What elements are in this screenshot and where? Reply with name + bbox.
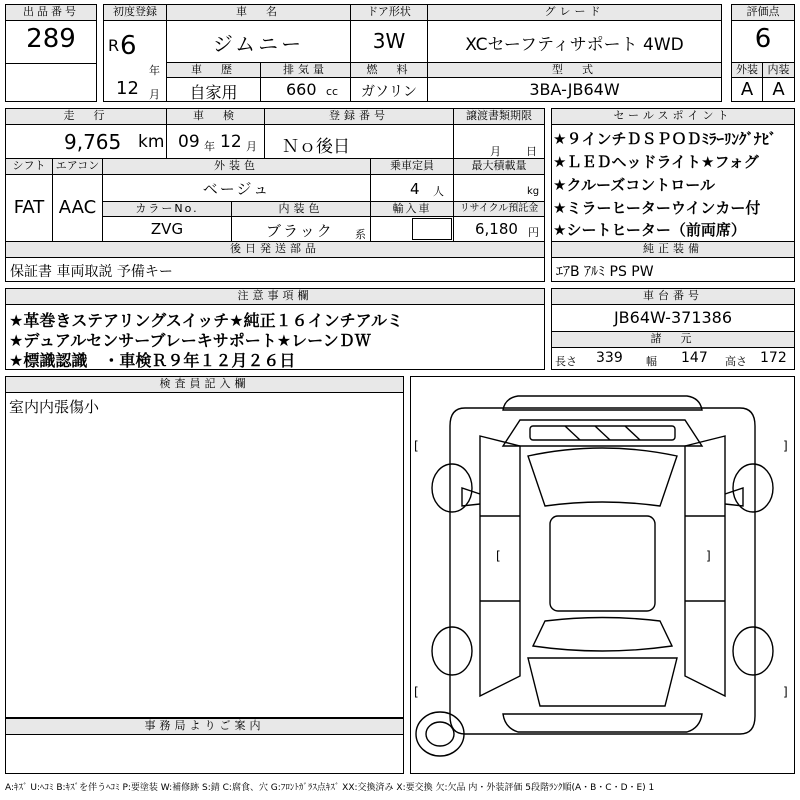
sales-label: セールスポイント bbox=[551, 108, 795, 125]
fuel: ガソリン bbox=[361, 84, 417, 100]
mileage-unit: km bbox=[138, 132, 165, 152]
mileage-label: 走 行 bbox=[5, 108, 167, 125]
svg-text:[: [ bbox=[414, 439, 419, 453]
note-line: ★革巻きステアリングスイッチ★純正１６インチアルミ bbox=[9, 311, 403, 330]
fuel-label: 燃 料 bbox=[350, 62, 428, 78]
length-label: 長さ bbox=[555, 355, 577, 368]
recycle: 6,180 bbox=[475, 220, 518, 238]
rear-window bbox=[533, 618, 672, 652]
wheel-rear-right bbox=[733, 627, 773, 675]
transfer-month: 月 bbox=[490, 145, 501, 158]
first-reg-label: 初度登録 bbox=[103, 4, 167, 21]
note-line: ★デュアルセンサーブレーキサポート★レーンＤＷ bbox=[9, 331, 371, 350]
windshield bbox=[528, 448, 677, 506]
grade-label: グレード bbox=[427, 4, 722, 21]
sales-item: ★クルーズコントロール bbox=[553, 176, 715, 194]
import-inner-box bbox=[412, 218, 452, 240]
width-label: 幅 bbox=[646, 355, 657, 368]
shift-label: シフト bbox=[5, 158, 53, 175]
ac: AAC bbox=[58, 197, 97, 218]
lot-blank bbox=[5, 63, 97, 102]
svg-text:]: ] bbox=[783, 685, 788, 699]
rear-bumper bbox=[503, 714, 702, 732]
car-name: ジムニー bbox=[212, 32, 305, 56]
regno-label: 登録番号 bbox=[264, 108, 454, 125]
sales-item: ★ＬＥＤヘッドライト★フォグ bbox=[553, 153, 759, 171]
wheel-rear-left bbox=[432, 627, 472, 675]
door-type: 3W bbox=[372, 29, 406, 53]
lot-number: 289 bbox=[26, 24, 76, 54]
inspector-text: 室内内張傷小 bbox=[9, 398, 100, 416]
legend: A:ｷｽﾞ U:ﾍｺﾐ B:ｷｽﾞを伴うﾍｺﾐ P:要塗装 W:補修跡 S:錆 C:腐食、穴 G:ﾌﾛﾝﾄｶﾞﾗｽ点ｷｽﾞ XX:交換済み X:要交換 欠:欠品 内・外装評価 5段階ﾗﾝｸ順(A・B・C・D・E) 1 bbox=[5, 783, 655, 793]
shift: FAT bbox=[13, 197, 45, 218]
exterior-grade: A bbox=[740, 79, 754, 100]
recycle-label: リサイクル預託金 bbox=[453, 201, 545, 217]
ext-color-label: 外装色 bbox=[102, 158, 371, 175]
history: 自家用 bbox=[189, 83, 238, 102]
svg-text:[: [ bbox=[496, 549, 501, 563]
rear-gate bbox=[528, 658, 677, 706]
roof bbox=[550, 516, 655, 611]
chassis-number: JB64W-371386 bbox=[613, 308, 733, 327]
displacement: 660 bbox=[286, 80, 317, 99]
lot-label: 出品番号 bbox=[5, 4, 97, 21]
color-no: ZVG bbox=[150, 220, 184, 238]
height: 172 bbox=[760, 350, 787, 366]
inspection-year-unit: 年 bbox=[204, 140, 215, 153]
car-name-label: 車 名 bbox=[166, 4, 351, 21]
spare-tire bbox=[416, 712, 464, 756]
score-label: 評価点 bbox=[731, 4, 795, 21]
chassis-label: 車台番号 bbox=[551, 288, 795, 305]
import-label: 輸入車 bbox=[370, 201, 454, 217]
office-cell bbox=[5, 734, 404, 774]
wheel-front-right bbox=[733, 464, 773, 512]
recycle-unit: 円 bbox=[528, 226, 539, 239]
interior-label: 内装 bbox=[762, 62, 795, 78]
history-label: 車 歴 bbox=[166, 62, 261, 78]
sales-item: ★ミラーヒーターウインカー付 bbox=[553, 199, 761, 217]
right-side bbox=[685, 436, 725, 696]
later-parts: 保証書 車両取説 予備キー bbox=[10, 264, 173, 280]
ac-label: エアコン bbox=[52, 158, 103, 175]
inspector-cell bbox=[5, 392, 404, 718]
displacement-unit: cc bbox=[326, 85, 339, 98]
height-label: 高さ bbox=[725, 355, 747, 368]
displacement-label: 排気量 bbox=[260, 62, 351, 78]
score: 6 bbox=[754, 24, 772, 54]
svg-text:]: ] bbox=[783, 439, 788, 453]
model-label: 型 式 bbox=[427, 62, 722, 78]
first-reg-year: 6 bbox=[120, 31, 137, 61]
left-side bbox=[480, 436, 520, 696]
door-label: ドア形状 bbox=[350, 4, 428, 21]
equip-label: 純正装備 bbox=[551, 241, 795, 258]
sales-item: ★９インチＤＳＰＯＤﾐﾗｰﾘﾝｸﾞﾅﾋﾞ bbox=[553, 130, 777, 148]
mileage: 9,765 bbox=[64, 130, 122, 154]
later-label: 後日発送部品 bbox=[5, 241, 545, 258]
int-color: ブラック bbox=[266, 222, 334, 240]
ext-color: ベージュ bbox=[202, 180, 271, 198]
first-reg-month-unit: 月 bbox=[149, 88, 160, 101]
first-reg-year-unit: 年 bbox=[149, 64, 160, 77]
note-line: ★標識認識 ・車検Ｒ９年１２月２６日 bbox=[9, 351, 296, 370]
spec-cell bbox=[551, 347, 795, 370]
load-unit: kg bbox=[527, 186, 540, 197]
color-no-label: カラーNo. bbox=[102, 201, 232, 217]
capacity-unit: 人 bbox=[433, 185, 444, 198]
inspection-label: 車 検 bbox=[166, 108, 265, 125]
wheel-front-left bbox=[432, 464, 472, 512]
int-color-unit: 系 bbox=[355, 228, 366, 241]
spec-label: 諸 元 bbox=[551, 331, 795, 348]
load-label: 最大積載量 bbox=[453, 158, 545, 175]
length: 339 bbox=[596, 350, 623, 366]
width: 147 bbox=[681, 350, 708, 366]
regno: Ｎｏ後日 bbox=[282, 137, 350, 157]
transfer-day: 日 bbox=[526, 145, 537, 158]
inspector-label: 検査員記入欄 bbox=[5, 376, 404, 393]
office-label: 事務局よりご案内 bbox=[5, 718, 404, 735]
inspection-month-unit: 月 bbox=[246, 140, 257, 153]
equipment: ｴｱB ｱﾙﾐ PS PW bbox=[556, 264, 654, 280]
int-color-label: 内装色 bbox=[231, 201, 371, 217]
exterior-label: 外装 bbox=[731, 62, 763, 78]
sales-item: ★シートヒーター（前両席） bbox=[553, 221, 746, 239]
car-diagram bbox=[410, 376, 795, 774]
first-reg-month: 12 bbox=[116, 78, 139, 99]
transfer-label: 譲渡書類期限 bbox=[453, 108, 545, 125]
capacity: 4 bbox=[410, 180, 420, 198]
capacity-label: 乗車定員 bbox=[370, 158, 454, 175]
grade: XCセーフティサポート 4WD bbox=[465, 35, 684, 55]
body-outline bbox=[450, 408, 755, 734]
inspection-month: 12 bbox=[220, 132, 242, 152]
interior-grade: A bbox=[772, 79, 785, 100]
inspection-year: 09 bbox=[178, 132, 200, 152]
model: 3BA-JB64W bbox=[529, 80, 620, 99]
svg-text:[: [ bbox=[414, 685, 419, 699]
notes-label: 注意事項欄 bbox=[5, 288, 545, 305]
first-reg-era: R bbox=[108, 36, 120, 55]
svg-text:]: ] bbox=[706, 549, 711, 563]
